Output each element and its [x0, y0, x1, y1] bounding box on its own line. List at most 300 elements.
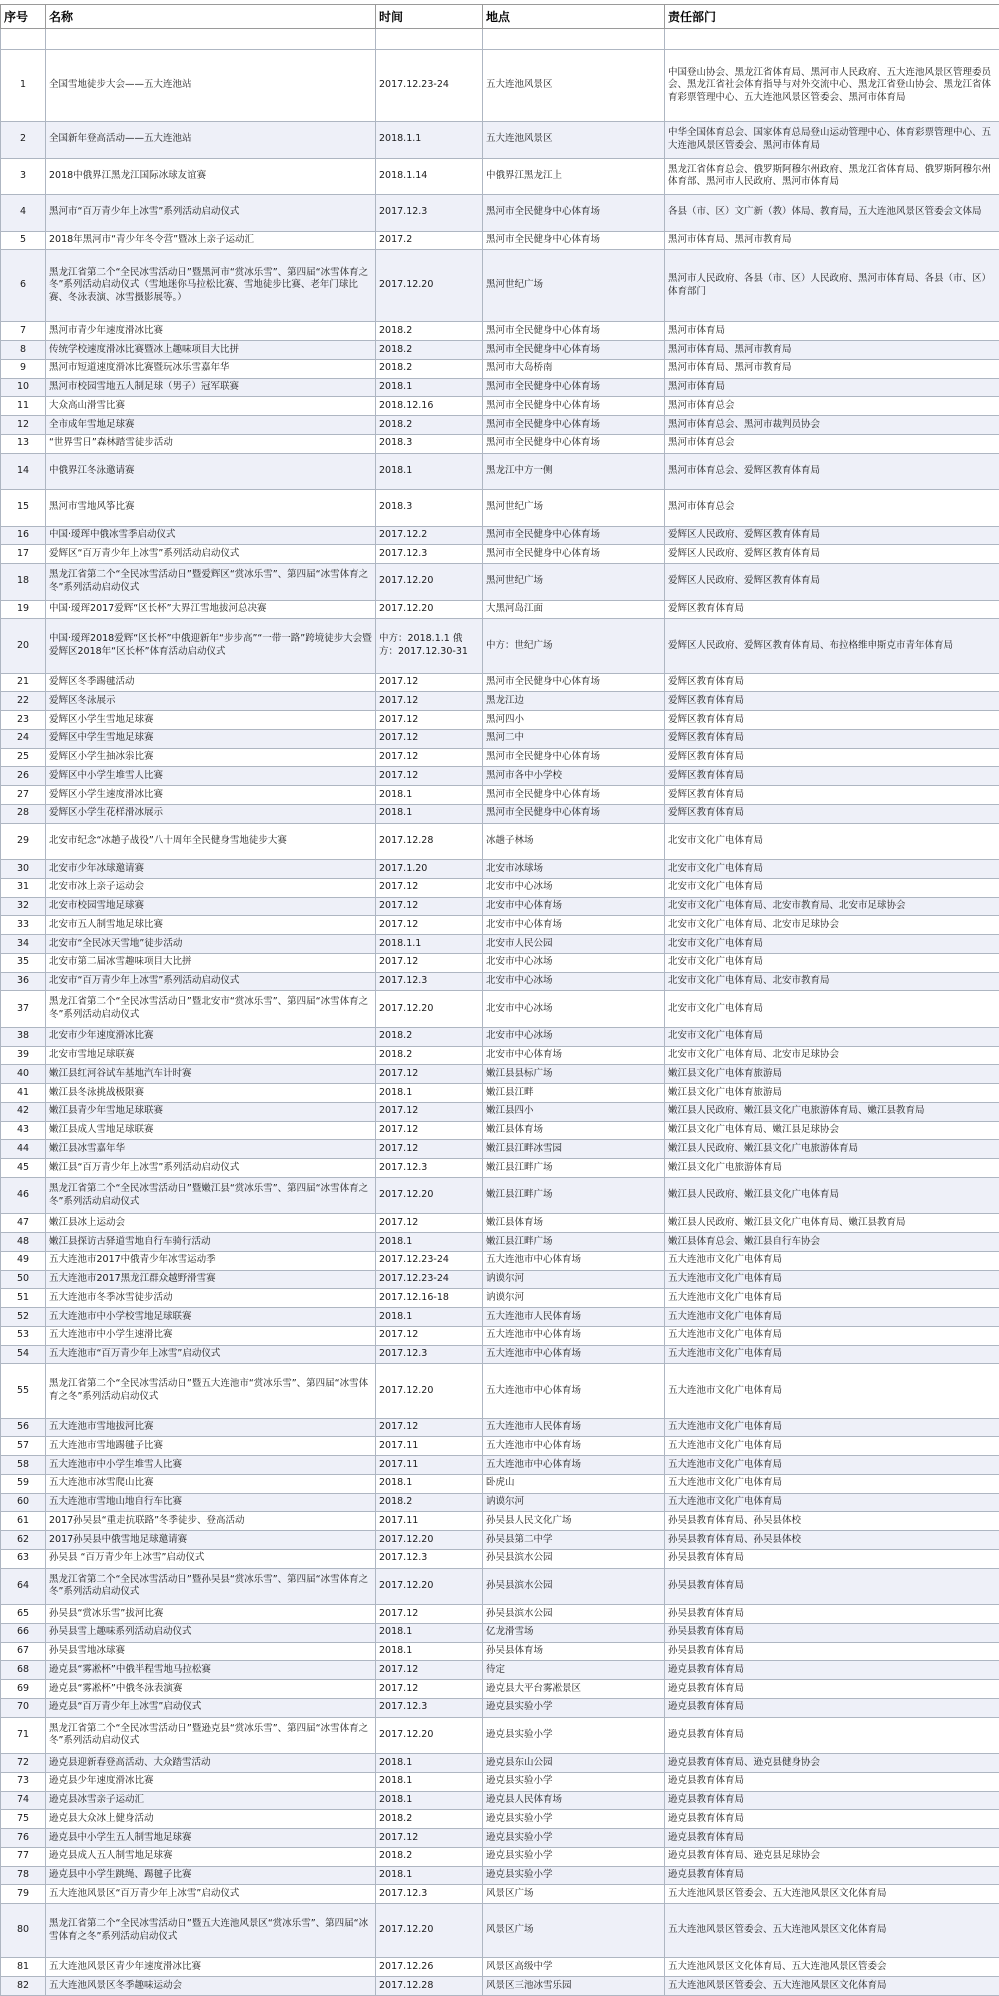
cell-no: 34: [1, 935, 46, 954]
cell-place: 逊克县实验小学: [483, 1810, 665, 1829]
cell-time: 2017.12.20: [376, 564, 483, 601]
cell-no: 3: [1, 158, 46, 195]
cell-time: 2017.12.20: [376, 1364, 483, 1418]
cell-dept: 黑河市体育总会、爱辉区教育体育局: [665, 453, 999, 490]
table-row: [1, 397, 999, 416]
cell-time: 2017.11: [376, 1512, 483, 1531]
cell-name: 五大连池市冬季冰雪徒步活动: [46, 1289, 376, 1308]
cell-name: 嫩江县红河谷试车基地汽车计时赛: [46, 1065, 376, 1084]
cell-name: 逊克县“雾凇杯”中俄半程雪地马拉松赛: [46, 1661, 376, 1680]
cell-time: 2017.11: [376, 1437, 483, 1456]
cell-place: 黑河市全民健身中心体育场: [483, 322, 665, 341]
cell-no: 71: [1, 1717, 46, 1754]
cell-name: 五大连池市“百万青少年上冰雪”启动仪式: [46, 1345, 376, 1364]
cell-name: 孙吴县“赏冰乐雪”拔河比赛: [46, 1605, 376, 1624]
table-row: [1, 195, 999, 232]
table-row: [1, 434, 999, 453]
cell-time: 2017.12: [376, 1065, 483, 1084]
table-row: [1, 1885, 999, 1904]
cell-time: 2018.2: [376, 341, 483, 360]
cell-name: 北安市第二届冰雪趣味项目大比拼: [46, 953, 376, 972]
cell-no: 58: [1, 1456, 46, 1475]
cell-name: 逊克县迎新春登高活动、大众踏雪活动: [46, 1754, 376, 1773]
cell-name: 孙吴县 “百万青少年上冰雪”启动仪式: [46, 1549, 376, 1568]
cell-dept: 五大连池市文化广电体育局: [665, 1456, 999, 1475]
cell-place: 五大连池市中心体育场: [483, 1345, 665, 1364]
cell-no: 25: [1, 748, 46, 767]
table-row: [1, 619, 999, 673]
table-row: [1, 545, 999, 564]
cell-dept: 爱辉区人民政府、爱辉区教育体育局、布拉格维申斯克市青年体育局: [665, 619, 999, 673]
cell-dept: 逊克县教育体育局、逊克县健身协会: [665, 1754, 999, 1773]
cell-place: 黑龙江边: [483, 692, 665, 711]
cell-no: 46: [1, 1177, 46, 1214]
cell-time: 2018.2: [376, 1027, 483, 1046]
cell-no: 10: [1, 378, 46, 397]
table-row: [1, 1251, 999, 1270]
cell-place: 嫩江县江畔广场: [483, 1233, 665, 1252]
table-row: [1, 1680, 999, 1699]
cell-dept: 逊克县教育体育局: [665, 1698, 999, 1717]
cell-dept: 嫩江县人民政府、嫩江县文化广电体育局、嫩江县教育局: [665, 1214, 999, 1233]
table-row: [1, 158, 999, 195]
table-row: [1, 1531, 999, 1550]
cell-place: 讷谟尔河: [483, 1493, 665, 1512]
cell-dept: 北安市文化广电体育局: [665, 823, 999, 860]
cell-time: 2017.12.16-18: [376, 1289, 483, 1308]
cell-time: 2018.3: [376, 490, 483, 527]
cell-no: 47: [1, 1214, 46, 1233]
table-row: [1, 860, 999, 879]
cell-name: 黑龙江省第二个“全民冰雪活动日”暨黑河市“赏冰乐雪”、第四届“冰雪体育之冬”系列活动启动仪式（雪地迷你马拉松比赛、雪地徒步比赛、老年门球比赛、冬泳表演、冰雪摄影展等。）: [46, 250, 376, 322]
cell-place: 黑河市全民健身中心体育场: [483, 341, 665, 360]
cell-no: 50: [1, 1270, 46, 1289]
cell-dept: 北安市文化广电体育局、北安市教育局、北安市足球协会: [665, 897, 999, 916]
cell-no: 28: [1, 804, 46, 823]
table-row: [1, 1772, 999, 1791]
cell-no: 72: [1, 1754, 46, 1773]
cell-place: 黑河市全民健身中心体育场: [483, 195, 665, 232]
cell-no: 6: [1, 250, 46, 322]
cell-no: 56: [1, 1418, 46, 1437]
cell-no: 82: [1, 1977, 46, 1996]
cell-dept: 黑河市体育局、黑河市教育局: [665, 341, 999, 360]
cell-name: 北安市“全民冰天雪地”徒步活动: [46, 935, 376, 954]
cell-time: 2017.12: [376, 1121, 483, 1140]
cell-no: 79: [1, 1885, 46, 1904]
cell-place: 五大连池市中心体育场: [483, 1437, 665, 1456]
table-row: [1, 786, 999, 805]
cell-no: 76: [1, 1829, 46, 1848]
cell-place: 黑龙江中方一侧: [483, 453, 665, 490]
cell-dept: 爱辉区教育体育局: [665, 767, 999, 786]
cell-dept: 爱辉区人民政府、爱辉区教育体育局: [665, 526, 999, 545]
cell-dept: 北安市文化广电体育局: [665, 935, 999, 954]
cell-time: 2017.12.20: [376, 1531, 483, 1550]
cell-dept: 五大连池市文化广电体育局: [665, 1493, 999, 1512]
table-row: [1, 378, 999, 397]
table-row: [1, 1437, 999, 1456]
cell-place: 逊克县人民体育场: [483, 1791, 665, 1810]
cell-no: 9: [1, 359, 46, 378]
table-row: [1, 1847, 999, 1866]
table-row: [1, 1977, 999, 1996]
cell-name: 黑龙江省第二个“全民冰雪活动日”暨爱辉区“赏冰乐雪”、第四届“冰雪体育之冬”系列活动启动仪式: [46, 564, 376, 601]
cell-dept: 嫩江县体育总会、嫩江县自行车协会: [665, 1233, 999, 1252]
cell-name: 全国雪地徒步大会——五大连池站: [46, 50, 376, 122]
cell-no: 81: [1, 1958, 46, 1977]
cell-dept: 黑河市体育局、黑河市教育局: [665, 359, 999, 378]
cell-no: 14: [1, 453, 46, 490]
cell-no: 36: [1, 972, 46, 991]
table-row: [1, 1829, 999, 1848]
cell-no: 33: [1, 916, 46, 935]
cell-place: 逊克县实验小学: [483, 1717, 665, 1754]
cell-place: 五大连池市中心体育场: [483, 1456, 665, 1475]
cell-time: 2018.1: [376, 1474, 483, 1493]
table-row: [1, 1474, 999, 1493]
cell-time: 2017.12.3: [376, 195, 483, 232]
cell-name: 黑河市雪地风筝比赛: [46, 490, 376, 527]
cell-name: 五大连池市中小学校雪地足球联赛: [46, 1308, 376, 1327]
cell-no: 73: [1, 1772, 46, 1791]
cell-place: 逊克县大平台雾凇景区: [483, 1680, 665, 1699]
cell-dept: 孙吴县教育体育局: [665, 1642, 999, 1661]
cell-name: 五大连池风景区“百万青少年上冰雪”启动仪式: [46, 1885, 376, 1904]
cell-name: 全市成年雪地足球赛: [46, 416, 376, 435]
cell-dept: 黑河市体育局: [665, 378, 999, 397]
cell-no: 52: [1, 1308, 46, 1327]
cell-name: 黑河市“百万青少年上冰雪”系列活动启动仪式: [46, 195, 376, 232]
cell-dept: 爱辉区教育体育局: [665, 692, 999, 711]
table-row: [1, 729, 999, 748]
cell-place: 黑河市各中小学校: [483, 767, 665, 786]
cell-no: 62: [1, 1531, 46, 1550]
table-row: [1, 1364, 999, 1418]
cell-place: 逊克县实验小学: [483, 1829, 665, 1848]
cell-place: 嫩江县江畔: [483, 1084, 665, 1103]
cell-place: 嫩江县体育场: [483, 1214, 665, 1233]
cell-name: 黑龙江省第二个“全民冰雪活动日”暨北安市“赏冰乐雪”、第四届“冰雪体育之冬”系列活动启动仪式: [46, 991, 376, 1028]
cell-name: 中俄界江冬泳邀请赛: [46, 453, 376, 490]
table-row: [1, 1177, 999, 1214]
cell-time: 2018.3: [376, 434, 483, 453]
cell-name: 北安市雪地足球联赛: [46, 1046, 376, 1065]
cell-time: 2017.12.3: [376, 1698, 483, 1717]
cell-time: 2017.12: [376, 1680, 483, 1699]
cell-time: 2017.12.28: [376, 823, 483, 860]
cell-name: 逊克县中小学生五人制雪地足球赛: [46, 1829, 376, 1848]
cell-no: 69: [1, 1680, 46, 1699]
cell-place: 嫩江县江畔冰雪园: [483, 1140, 665, 1159]
header-dept: 责任部门: [665, 5, 999, 29]
cell-dept: 嫩江县文化广电体育旅游局: [665, 1084, 999, 1103]
cell-dept: 五大连池风景区管委会、五大连池风景区文化体育局: [665, 1885, 999, 1904]
cell-place: 黑河市全民健身中心体育场: [483, 378, 665, 397]
cell-no: 68: [1, 1661, 46, 1680]
table-row: [1, 1326, 999, 1345]
cell-dept: 逊克县教育体育局: [665, 1866, 999, 1885]
cell-name: 2017孙吴县“重走抗联路”冬季徒步、登高活动: [46, 1512, 376, 1531]
header-place: 地点: [483, 5, 665, 29]
cell-place: 孙吴县滨水公园: [483, 1549, 665, 1568]
cell-dept: 中华全国体育总会、国家体育总局登山运动管理中心、体育彩票管理中心、五大连池风景区管委会、黑河市体育局: [665, 122, 999, 159]
cell-time: 2017.12: [376, 1214, 483, 1233]
cell-name: 中国·瑷珲2018爱辉“区长杯”中俄迎新年“步步高”“一带一路”跨境徒步大会暨爱辉区2018年“区长杯”体育活动启动仪式: [46, 619, 376, 673]
cell-place: 逊克县东山公园: [483, 1754, 665, 1773]
cell-time: 2017.12.23-24: [376, 1251, 483, 1270]
cell-dept: 黑河市体育总会、黑河市裁判员协会: [665, 416, 999, 435]
cell-place: 黑河市全民健身中心体育场: [483, 804, 665, 823]
cell-time: 2018.1: [376, 1308, 483, 1327]
cell-place: 黑河世纪广场: [483, 564, 665, 601]
cell-name: 嫩江县“百万青少年上冰雪”系列活动启动仪式: [46, 1159, 376, 1178]
cell-no: 38: [1, 1027, 46, 1046]
cell-no: 24: [1, 729, 46, 748]
cell-dept: 北安市文化广电体育局: [665, 953, 999, 972]
table-row: [1, 600, 999, 619]
table-row: [1, 1214, 999, 1233]
header-time: 时间: [376, 5, 483, 29]
cell-no: 17: [1, 545, 46, 564]
cell-place: 北安市冰球场: [483, 860, 665, 879]
cell-no: 20: [1, 619, 46, 673]
cell-place: 嫩江县县标广场: [483, 1065, 665, 1084]
table-header: [1, 5, 999, 29]
cell-no: 55: [1, 1364, 46, 1418]
table-row: [1, 416, 999, 435]
cell-place: 黑河市全民健身中心体育场: [483, 434, 665, 453]
cell-dept: 五大连池市文化广电体育局: [665, 1308, 999, 1327]
table-row: [1, 1027, 999, 1046]
cell-time: 2018.1: [376, 1233, 483, 1252]
cell-no: 49: [1, 1251, 46, 1270]
cell-place: 北安市中心冰场: [483, 991, 665, 1028]
cell-place: 亿龙滑雪场: [483, 1623, 665, 1642]
cell-no: 12: [1, 416, 46, 435]
table-row: [1, 823, 999, 860]
cell-time: 2017.12.3: [376, 1345, 483, 1364]
cell-dept: 北安市文化广电体育局: [665, 878, 999, 897]
cell-time: 2017.12: [376, 692, 483, 711]
spreadsheet: [0, 4, 999, 1996]
cell-dept: 逊克县教育体育局: [665, 1791, 999, 1810]
table-row: [1, 711, 999, 730]
cell-no: 66: [1, 1623, 46, 1642]
table-row: [1, 1233, 999, 1252]
table-row: [1, 250, 999, 322]
table-row: [1, 1308, 999, 1327]
cell-time: 2017.11: [376, 1456, 483, 1475]
cell-name: 爱辉区中小学生堆雪人比赛: [46, 767, 376, 786]
cell-time: 2017.12.20: [376, 991, 483, 1028]
cell-name: 五大连池风景区青少年速度滑冰比赛: [46, 1958, 376, 1977]
cell-place: 风景区高级中学: [483, 1958, 665, 1977]
cell-dept: 嫩江县文化广电旅游体育局: [665, 1159, 999, 1178]
cell-name: 五大连池市中小学生速滑比赛: [46, 1326, 376, 1345]
table-row: [1, 991, 999, 1028]
cell-name: 逊克县少年速度滑冰比赛: [46, 1772, 376, 1791]
cell-place: 五大连池风景区: [483, 122, 665, 159]
cell-no: 23: [1, 711, 46, 730]
cell-name: 黑龙江省第二个“全民冰雪活动日”暨五大连池市“赏冰乐雪”、第四届“冰雪体育之冬”系列活动启动仪式: [46, 1364, 376, 1418]
cell-dept: 黑河市体育局、黑河市教育局: [665, 231, 999, 250]
cell-no: 53: [1, 1326, 46, 1345]
cell-name: 中国·瑷珲中俄冰雪季启动仪式: [46, 526, 376, 545]
cell-no: 64: [1, 1568, 46, 1605]
cell-name: 孙吴县雪地冰球赛: [46, 1642, 376, 1661]
cell-no: 22: [1, 692, 46, 711]
cell-no: 63: [1, 1549, 46, 1568]
cell-name: 黑龙江省第二个“全民冰雪活动日”暨嫩江县“赏冰乐雪”、第四届“冰雪体育之冬”系列活动启动仪式: [46, 1177, 376, 1214]
cell-name: 五大连池风景区冬季趣味运动会: [46, 1977, 376, 1996]
cell-time: 2017.12.2: [376, 526, 483, 545]
cell-place: 孙吴县人民文化广场: [483, 1512, 665, 1531]
cell-name: 传统学校速度滑冰比赛暨冰上趣味项目大比拼: [46, 341, 376, 360]
cell-dept: 孙吴县教育体育局: [665, 1623, 999, 1642]
table-row: [1, 897, 999, 916]
cell-name: 北安市校园雪地足球赛: [46, 897, 376, 916]
header-no: 序号: [1, 5, 46, 29]
cell-time: 2018.2: [376, 322, 483, 341]
cell-time: 2017.12.23-24: [376, 1270, 483, 1289]
cell-name: 嫩江县冰雪嘉年华: [46, 1140, 376, 1159]
cell-dept: 五大连池风景区管委会、五大连池风景区文化体育局: [665, 1977, 999, 1996]
cell-time: 2018.2: [376, 1847, 483, 1866]
cell-dept: 爱辉区教育体育局: [665, 600, 999, 619]
cell-name: 孙吴县雪上趣味系列活动启动仪式: [46, 1623, 376, 1642]
cell-dept: 逊克县教育体育局: [665, 1661, 999, 1680]
cell-name: 嫩江县探访古驿道雪地自行车骑行活动: [46, 1233, 376, 1252]
cell-time: 2018.1: [376, 378, 483, 397]
cell-no: 78: [1, 1866, 46, 1885]
cell-place: 黑河市全民健身中心体育场: [483, 526, 665, 545]
cell-name: 黑河市短道速度滑冰比赛暨玩冰乐雪嘉年华: [46, 359, 376, 378]
cell-dept: 五大连池市文化广电体育局: [665, 1270, 999, 1289]
cell-place: 五大连池市中心体育场: [483, 1326, 665, 1345]
table-row: [1, 1140, 999, 1159]
cell-place: 黑河市全民健身中心体育场: [483, 397, 665, 416]
cell-no: 70: [1, 1698, 46, 1717]
cell-name: 北安市“百万青少年上冰雪”系列活动启动仪式: [46, 972, 376, 991]
cell-time: 2017.12.20: [376, 600, 483, 619]
cell-dept: 爱辉区教育体育局: [665, 748, 999, 767]
cell-dept: 黑河市体育总会: [665, 490, 999, 527]
cell-name: 爱辉区小学生花样滑冰展示: [46, 804, 376, 823]
cell-time: 2017.12: [376, 897, 483, 916]
table-row: [1, 564, 999, 601]
cell-name: 黑河市青少年速度滑冰比赛: [46, 322, 376, 341]
cell-time: 2017.12: [376, 711, 483, 730]
cell-place: 讷谟尔河: [483, 1289, 665, 1308]
cell-place: 风景区广场: [483, 1904, 665, 1958]
cell-place: 五大连池市中心体育场: [483, 1364, 665, 1418]
cell-dept: 爱辉区人民政府、爱辉区教育体育局: [665, 564, 999, 601]
cell-no: 35: [1, 953, 46, 972]
cell-dept: 爱辉区人民政府、爱辉区教育体育局: [665, 545, 999, 564]
cell-name: 2017孙吴县中俄雪地足球邀请赛: [46, 1531, 376, 1550]
cell-no: 30: [1, 860, 46, 879]
cell-place: 黑河市全民健身中心体育场: [483, 416, 665, 435]
cell-name: “世界雪日”森林踏雪徒步活动: [46, 434, 376, 453]
cell-place: 北安市中心冰场: [483, 878, 665, 897]
cell-dept: 五大连池市文化广电体育局: [665, 1474, 999, 1493]
cell-no: 2: [1, 122, 46, 159]
cell-place: 五大连池风景区: [483, 50, 665, 122]
table-row: [1, 1549, 999, 1568]
cell-place: 孙吴县滨水公园: [483, 1568, 665, 1605]
cell-no: 37: [1, 991, 46, 1028]
table-row: [1, 1418, 999, 1437]
cell-time: 2017.12.20: [376, 1904, 483, 1958]
cell-place: 嫩江县江畔广场: [483, 1159, 665, 1178]
cell-time: 2017.12.20: [376, 1177, 483, 1214]
cell-no: 40: [1, 1065, 46, 1084]
cell-dept: 爱辉区教育体育局: [665, 804, 999, 823]
cell-place: 北安市中心体育场: [483, 916, 665, 935]
cell-time: 2017.12: [376, 673, 483, 692]
table-row: [1, 1568, 999, 1605]
cell-dept: 爱辉区教育体育局: [665, 711, 999, 730]
cell-dept: 逊克县教育体育局: [665, 1717, 999, 1754]
cell-dept: 逊克县教育体育局: [665, 1829, 999, 1848]
table-row: [1, 1345, 999, 1364]
cell-name: 爱辉区中学生雪地足球赛: [46, 729, 376, 748]
table-row: [1, 322, 999, 341]
cell-time: 2017.12.3: [376, 1549, 483, 1568]
table-body: [1, 29, 999, 1996]
cell-place: 五大连池市中心体育场: [483, 1251, 665, 1270]
cell-dept: 孙吴县教育体育局: [665, 1605, 999, 1624]
table-row: [1, 1904, 999, 1958]
cell-name: 爱辉区“百万青少年上冰雪”系列活动启动仪式: [46, 545, 376, 564]
cell-no: 45: [1, 1159, 46, 1178]
table-row: [1, 122, 999, 159]
cell-name: 五大连池市雪地拔河比赛: [46, 1418, 376, 1437]
table-row: [1, 878, 999, 897]
cell-time: 2017.12: [376, 916, 483, 935]
cell-no: 32: [1, 897, 46, 916]
cell-dept: 北安市文化广电体育局、北安市教育局: [665, 972, 999, 991]
cell-dept: 五大连池市文化广电体育局: [665, 1418, 999, 1437]
cell-dept: 逊克县教育体育局: [665, 1680, 999, 1699]
cell-time: 2017.12.3: [376, 545, 483, 564]
cell-place: 孙吴县体育场: [483, 1642, 665, 1661]
cell-dept: 北安市文化广电体育局: [665, 991, 999, 1028]
cell-name: 嫩江县冰上运动会: [46, 1214, 376, 1233]
cell-place: 北安市人民公园: [483, 935, 665, 954]
cell-no: 57: [1, 1437, 46, 1456]
cell-name: 嫩江县成人雪地足球联赛: [46, 1121, 376, 1140]
cell-dept: 逊克县教育体育局: [665, 1810, 999, 1829]
cell-place: 黑河市全民健身中心体育场: [483, 545, 665, 564]
cell-dept: 五大连池市文化广电体育局: [665, 1289, 999, 1308]
cell-place: 逊克县实验小学: [483, 1698, 665, 1717]
table-row: [1, 692, 999, 711]
cell-name: 五大连池市冰雪爬山比赛: [46, 1474, 376, 1493]
cell-time: 2017.12: [376, 767, 483, 786]
table-row: [1, 916, 999, 935]
cell-name: 北安市五人制雪地足球比赛: [46, 916, 376, 935]
cell-name: 逊克县“百万青少年上冰雪”启动仪式: [46, 1698, 376, 1717]
cell-name: 中国·瑷珲2017爱辉“区长杯”大界江雪地拔河总决赛: [46, 600, 376, 619]
cell-time: 2017.12.28: [376, 1977, 483, 1996]
cell-time: 2017.12.3: [376, 1159, 483, 1178]
cell-dept: 北安市文化广电体育局、北安市足球协会: [665, 1046, 999, 1065]
table-row: [1, 935, 999, 954]
cell-dept: 北安市文化广电体育局、北安市足球协会: [665, 916, 999, 935]
cell-time: 2018.1: [376, 1866, 483, 1885]
